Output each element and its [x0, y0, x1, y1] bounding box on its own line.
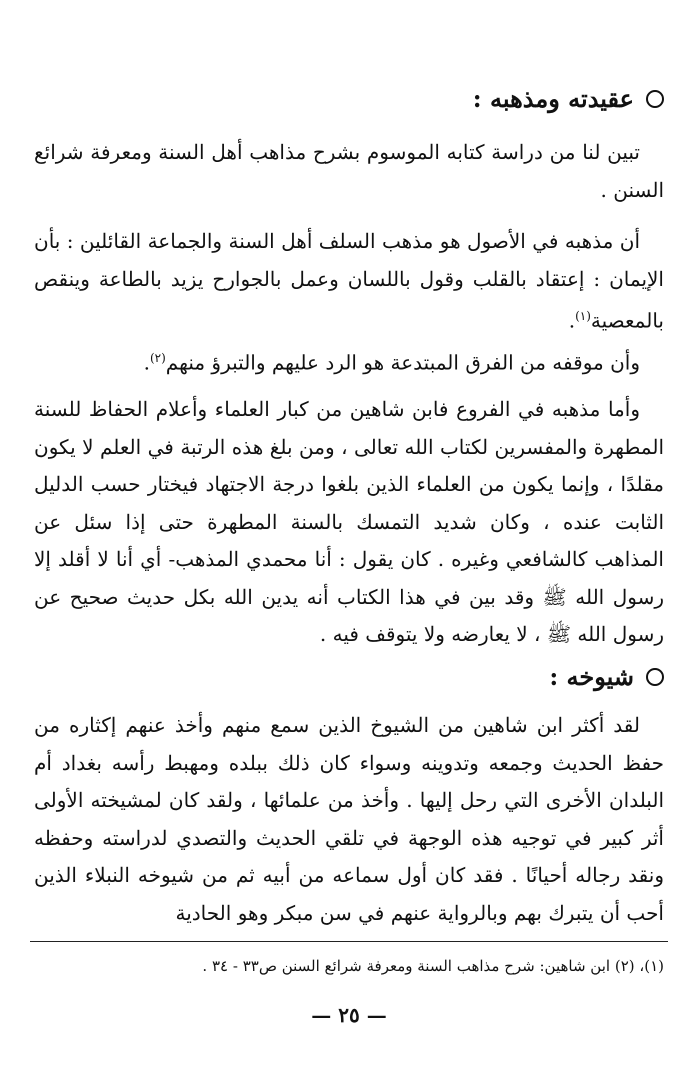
- heading-text: عقيدته ومذهبه :: [472, 84, 634, 113]
- footnote-ref-1: (١): [575, 309, 591, 323]
- page-number: — ٢٥ —: [311, 1003, 387, 1027]
- section-heading-teachers: [549, 662, 664, 692]
- circle-bullet-icon: [646, 90, 664, 108]
- paragraph-sects-text: وأن موقفه من الفرق المبتدعة هو الرد عليهم والتبرؤ منهم: [165, 350, 640, 375]
- section-heading-creed: [473, 84, 664, 114]
- paragraph-sects-end: .: [143, 350, 150, 375]
- heading-text: شيوخه :: [549, 662, 634, 691]
- paragraph-usul: [34, 223, 664, 340]
- paragraph-usul-text: أن مذهبه في الأصول هو مذهب السلف أهل السنة والجماعة القائلين : بأن الإيمان : إعتقاد بالقلب وقول باللسان وعمل بالجوارح يزيد بالطاعة وينقص بالمعصية: [34, 229, 664, 333]
- footnote-divider: [30, 941, 668, 942]
- footnote-ref-2: (٢): [149, 351, 166, 365]
- paragraph-furu: وأما مذهبه في الفروع فابن شاهين من كبار العلماء وأعلام الحفاظ للسنة المطهرة والمفسرين لكتاب الله تعالى ، ومن بلغ هذه الرتبة في العلم لا يكون مقلدًا ، وإنما يكون من العلماء الذين بلغوا درجة الاجتهاد فيختار حسب الدليل الثابت عنده ، وكان شديد التمسك بالسنة المطهرة حتى إذا سئل عن المذاهب كالشافعي وغيره . كان يقول : أنا محمدي المذهب- أي أنا لا أقلد إلا رسول الله ﷺ وقد بين في هذا الكتاب أنه يدين الله بكل حديث صحيح عن رسول الله ﷺ ، لا يعارضه ولا يتوقف فيه .: [34, 397, 664, 646]
- paragraph-usul-end: .: [568, 308, 576, 333]
- circle-bullet-icon: [646, 668, 664, 686]
- footnote: (١)، (٢) ابن شاهين: شرح مذاهب السنة ومعرفة شرائع السنن ص٣٣ - ٣٤ .: [202, 957, 664, 975]
- paragraph-intro: تبين لنا من دراسة كتابه الموسوم بشرح مذاهب أهل السنة ومعرفة شرائع السنن .: [34, 140, 664, 202]
- paragraph-sects: [34, 340, 664, 382]
- paragraph-teachers: لقد أكثر ابن شاهين من الشيوخ الذين سمع منهم وأخذ عنهم إكثاره من حفظ الحديث وجمعه وتدوينه وسواء كان ذلك ببلده ومهبط رأسه بغداد أم البلدان الأخرى التي رحل إليها . وأخذ من علمائها ، ولقد كان لمشيخته الأولى أثر كبير في توجيه هذه الوجهة في تلقي الحديث والتصدي لدراسته وحفظه ونقد رجاله أحيانًا . فقد كان أول سماعه من أبيه ثم من شيوخه النبلاء الذين أحب أن يتبرك بهم وبالرواية عنهم في سن مبكر وهو الحادية: [34, 713, 664, 925]
